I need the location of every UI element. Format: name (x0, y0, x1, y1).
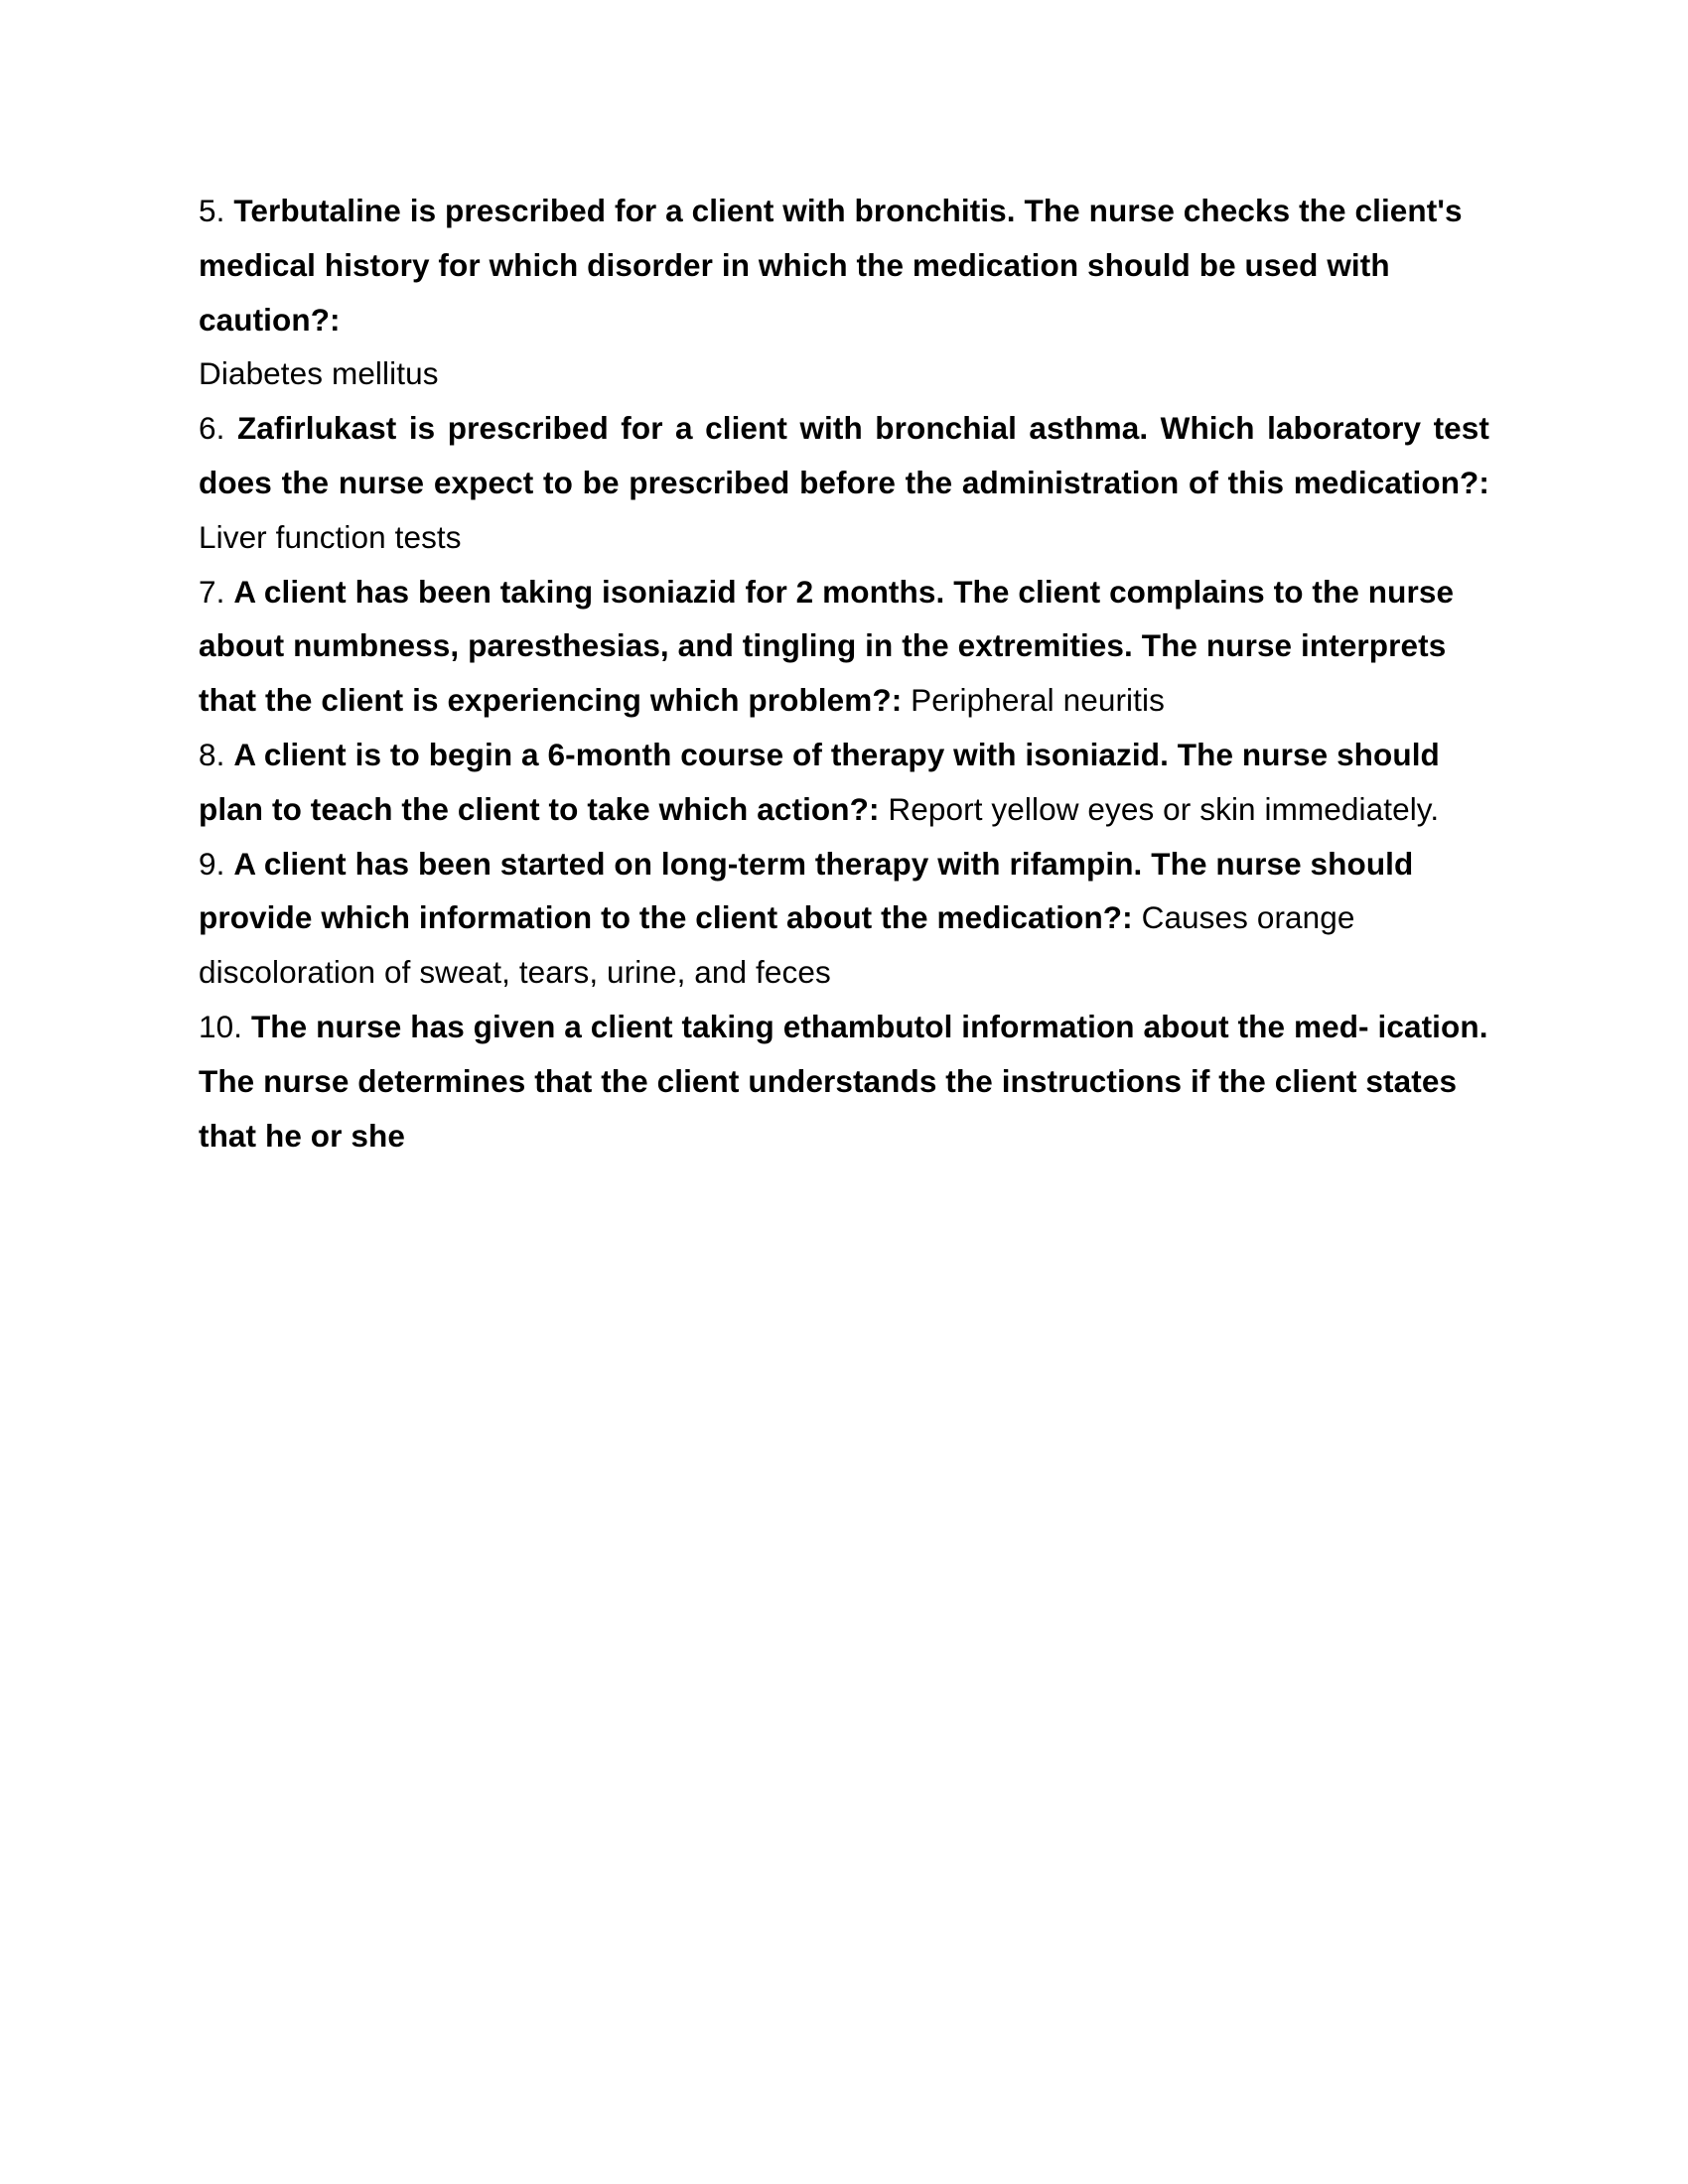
qa-question: Terbutaline is prescribed for a client with bronchitis. The nurse checks the client's medical history for which disorder in which the medication should be used with caution?: (199, 193, 1463, 338)
qa-answer: Diabetes mellitus (199, 355, 439, 392)
qa-item-9 (199, 837, 1489, 1000)
qa-number: 6. (199, 410, 225, 447)
qa-item-7 (199, 565, 1489, 728)
qa-item-6 (199, 401, 1489, 564)
qa-question: Zafirlukast is prescribed for a client with bronchial asthma. Which laboratory test does the nurse expect to be prescribed before the administration of this medication?: (199, 410, 1489, 500)
qa-item-8 (199, 728, 1489, 837)
qa-question: A client is to begin a 6-month course of therapy with isoniazid. The nurse should plan to teach the client to take which action?: (199, 736, 1440, 827)
qa-number: 5. (199, 193, 225, 228)
qa-answer: Report yellow eyes or skin immediately. (888, 790, 1440, 827)
qa-number: 10. (199, 1008, 243, 1044)
qa-question: A client has been started on long-term therapy with rifampin. The nurse should provide which information to the client about the medication?: (199, 845, 1414, 936)
qa-answer: Peripheral neuritis (911, 682, 1165, 719)
document-body (199, 184, 1489, 1162)
qa-number: 8. (199, 736, 225, 772)
qa-item-10 (199, 1000, 1489, 1162)
qa-number: 7. (199, 573, 225, 610)
qa-item-5 (199, 184, 1489, 401)
qa-question: A client has been taking isoniazid for 2 months. The client complains to the nurse about numbness, paresthesias, and tingling in the extremities. The nurse interprets that the client is experiencing which problem?: (199, 573, 1455, 719)
qa-number: 9. (199, 845, 225, 882)
qa-answer: Liver function tests (199, 518, 462, 555)
qa-answer: Causes orange discoloration of sweat, tears, urine, and feces (199, 899, 1355, 991)
qa-question: The nurse has given a client taking ethambutol information about the med- ication. The nurse determines that the client understands the instructions if the client states that he or she (199, 1008, 1488, 1154)
